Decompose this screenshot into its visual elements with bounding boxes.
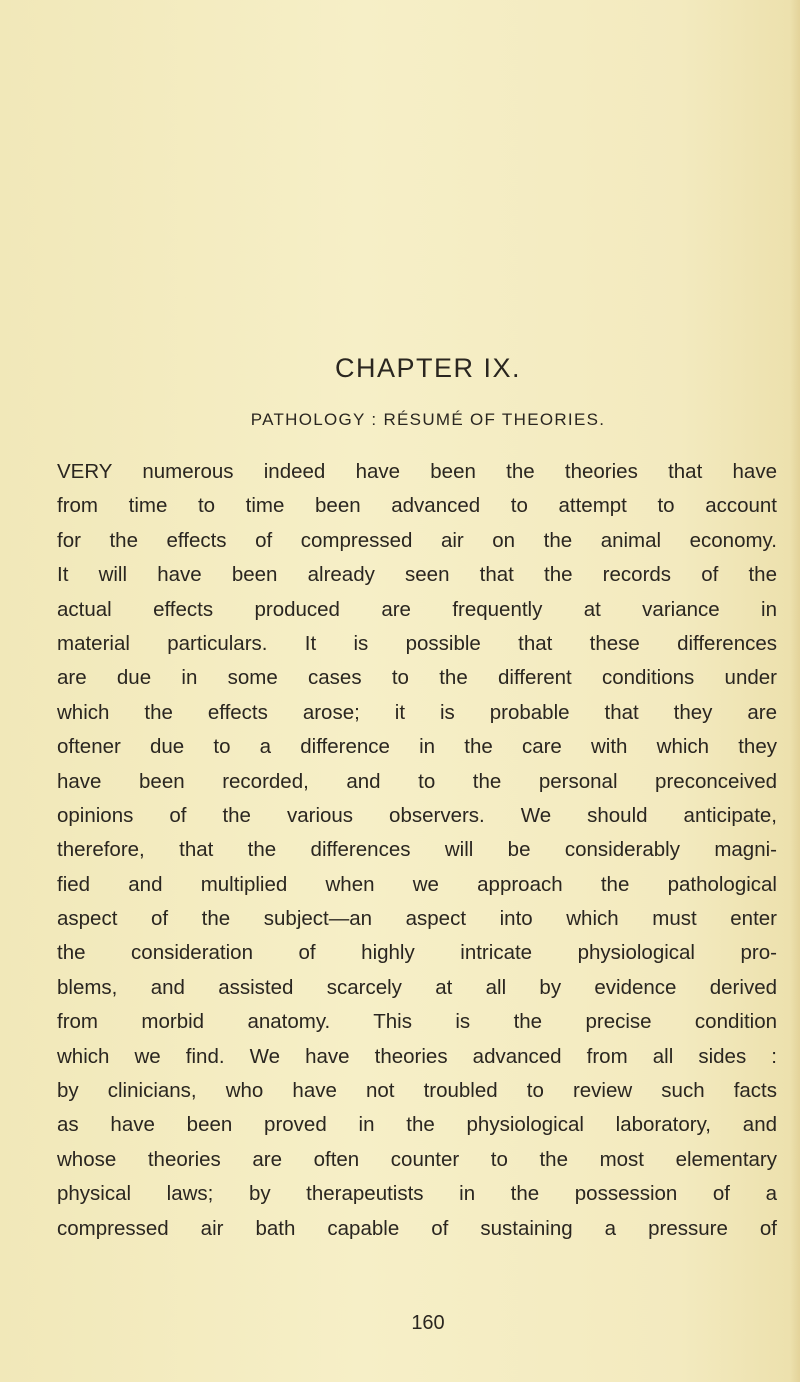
page-edge-shadow — [790, 0, 800, 1382]
text-line: for the effects of compressed air on the animal economy. — [57, 528, 777, 552]
text-line: opinions of the various observers. We should anticipate, — [57, 803, 777, 827]
chapter-subheading: PATHOLOGY : RÉSUMÉ OF THEORIES. — [250, 410, 606, 429]
text-line: actual effects produced are frequently at variance in — [57, 597, 777, 621]
text-line: whose theories are often counter to the most elementary — [57, 1147, 777, 1171]
text-line: which the effects arose; it is probable that they are — [57, 700, 777, 724]
text-line: aspect of the subject—an aspect into which must enter — [57, 907, 777, 931]
text-line: have been recorded, and to the personal preconceived — [57, 769, 777, 793]
text-line: are due in some cases to the different conditions under — [57, 666, 777, 690]
chapter-heading: CHAPTER IX. — [334, 353, 522, 383]
text-line: from morbid anatomy. This is the precise condition — [57, 1010, 777, 1034]
text-line: the consideration of highly intricate physiological pro- — [57, 941, 777, 965]
text-line: oftener due to a difference in the care with which they — [57, 735, 777, 759]
text-line: which we find. We have theories advanced from all sides : — [57, 1044, 777, 1068]
text-line: by clinicians, who have not troubled to review such facts — [57, 1079, 777, 1103]
text-line: VERY numerous indeed have been the theories that have — [57, 460, 777, 483]
text-line: therefore, that the differences will be considerably magni- — [57, 838, 777, 862]
body-text — [57, 455, 777, 1246]
text-line: from time to time been advanced to attempt to account — [57, 494, 777, 518]
page-number: 160 — [411, 1312, 445, 1334]
text-line: fied and multiplied when we approach the pathological — [57, 872, 777, 896]
text-line: material particulars. It is possible that these differences — [57, 631, 777, 655]
text-line: physical laws; by therapeutists in the possession of a — [57, 1182, 777, 1206]
text-line: It will have been already seen that the records of the — [57, 563, 777, 587]
text-line: as have been proved in the physiological laboratory, and — [57, 1113, 777, 1137]
text-line: compressed air bath capable of sustaining a pressure of — [57, 1216, 777, 1240]
text-line: blems, and assisted scarcely at all by evidence derived — [57, 975, 777, 999]
